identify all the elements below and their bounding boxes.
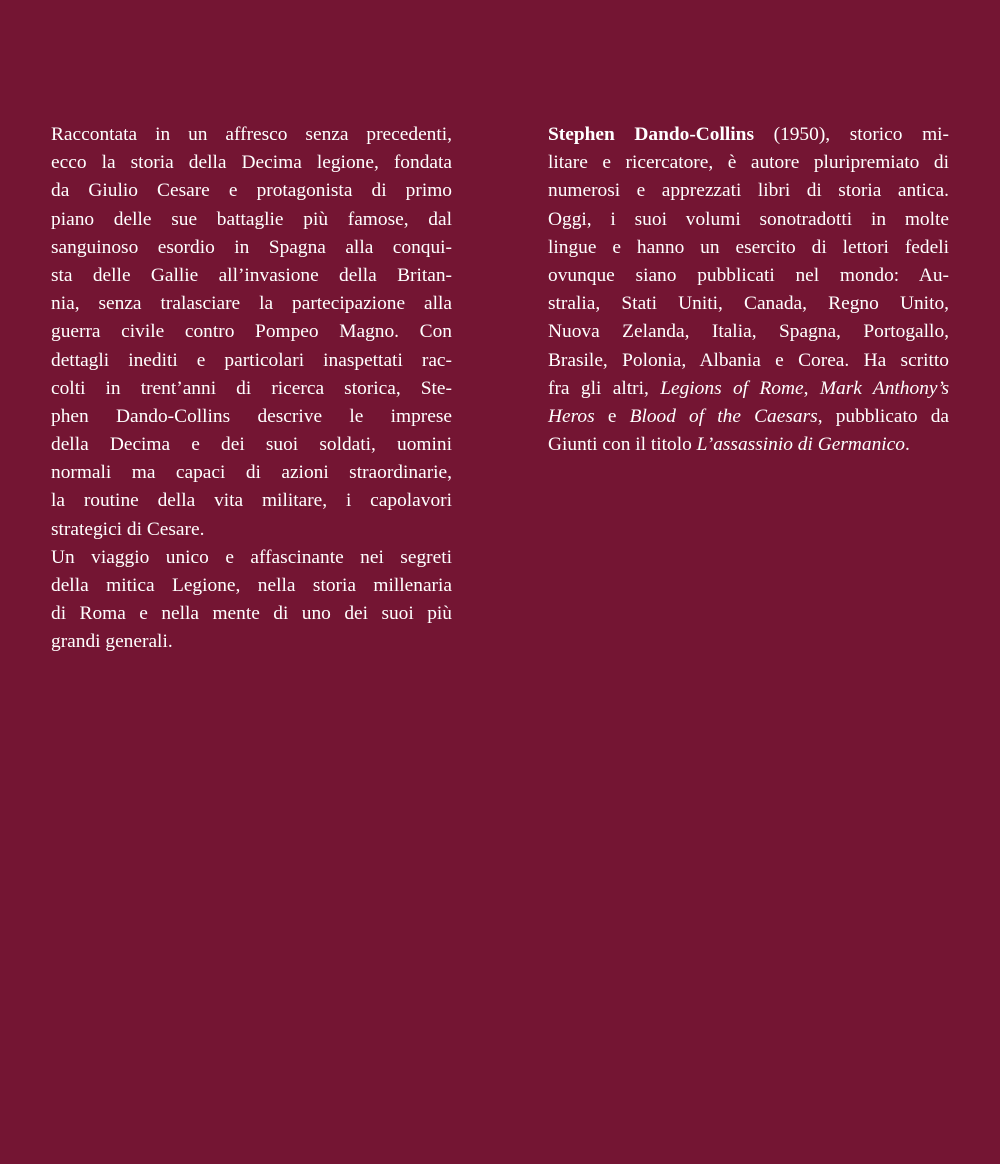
author-bio-line: lingue e hanno un esercito di lettori fedeli xyxy=(548,236,949,258)
book-title: Mark Anthony’s xyxy=(819,377,949,399)
book-title: Legions of Rome xyxy=(660,377,804,399)
synopsis-line: da Giulio Cesare e protagonista di primo xyxy=(51,180,452,202)
author-bio-line xyxy=(548,121,949,149)
synopsis-line: la routine della vita militare, i capolavori xyxy=(51,490,452,512)
synopsis-line: piano delle sue battaglie più famose, dal xyxy=(51,208,452,230)
synopsis-line: strategici di Cesare. xyxy=(51,518,205,540)
author-bio-line: litare e ricercatore, è autore pluripremiato di xyxy=(548,152,949,174)
author-bio-line xyxy=(548,403,949,431)
synopsis-line: Un viaggio unico e affascinante nei segreti xyxy=(51,546,452,568)
author-name: Stephen Dando-Collins xyxy=(548,124,754,145)
author-bio-text: , pubblicato da xyxy=(817,405,949,427)
author-bio-line: numerosi e apprezzati libri di storia antica. xyxy=(548,180,949,202)
author-bio-line: Oggi, i suoi volumi sonotradotti in molte xyxy=(548,208,949,230)
author-bio-text: . xyxy=(904,434,910,456)
synopsis-line: colti in trent’anni di ricerca storica, Ste- xyxy=(51,377,452,399)
synopsis-line: sanguinoso esordio in Spagna alla conqui- xyxy=(51,236,452,258)
author-bio-text: (1950), storico mi- xyxy=(754,124,949,145)
author-bio-line xyxy=(548,431,949,459)
author-bio-text: Giunti con il titolo xyxy=(548,434,697,456)
synopsis-line: nia, senza tralasciare la partecipazione alla xyxy=(51,293,452,315)
author-bio-line: Brasile, Polonia, Albania e Corea. Ha scritto xyxy=(548,349,949,371)
synopsis-line: della Decima e dei suoi soldati, uomini xyxy=(51,434,452,456)
author-bio-line: ovunque siano pubblicati nel mondo: Au- xyxy=(548,264,949,286)
synopsis-text xyxy=(51,121,452,657)
author-bio-line: stralia, Stati Uniti, Canada, Regno Unito, xyxy=(548,293,949,315)
synopsis-line: grandi generali. xyxy=(51,631,173,653)
synopsis-line: dettagli inediti e particolari inaspettati rac- xyxy=(51,349,452,371)
author-bio-line xyxy=(548,375,949,403)
author-bio-text: , xyxy=(803,377,820,399)
synopsis-line: guerra civile contro Pompeo Magno. Con xyxy=(51,321,452,343)
author-bio xyxy=(548,121,949,459)
synopsis-line: della mitica Legione, nella storia millenaria xyxy=(51,575,452,596)
book-title: Blood of the Caesars xyxy=(629,405,818,427)
synopsis-line: phen Dando-Collins descrive le imprese xyxy=(51,405,452,427)
synopsis-line: ecco la storia della Decima legione, fondata xyxy=(51,152,452,174)
author-bio-text: e xyxy=(594,405,630,427)
author-bio-text: fra gli altri, xyxy=(548,377,661,399)
synopsis-line: normali ma capaci di azioni straordinarie, xyxy=(51,462,452,484)
synopsis-line: di Roma e nella mente di uno dei suoi più xyxy=(51,603,452,625)
book-title: L’assassinio di Germanico xyxy=(696,434,905,456)
synopsis-line: Raccontata in un affresco senza precedenti, xyxy=(51,124,452,145)
synopsis-line: sta delle Gallie all’invasione della Britan- xyxy=(51,264,452,286)
book-title: Heros xyxy=(548,405,595,427)
author-bio-line: Nuova Zelanda, Italia, Spagna, Portogallo, xyxy=(548,321,949,343)
